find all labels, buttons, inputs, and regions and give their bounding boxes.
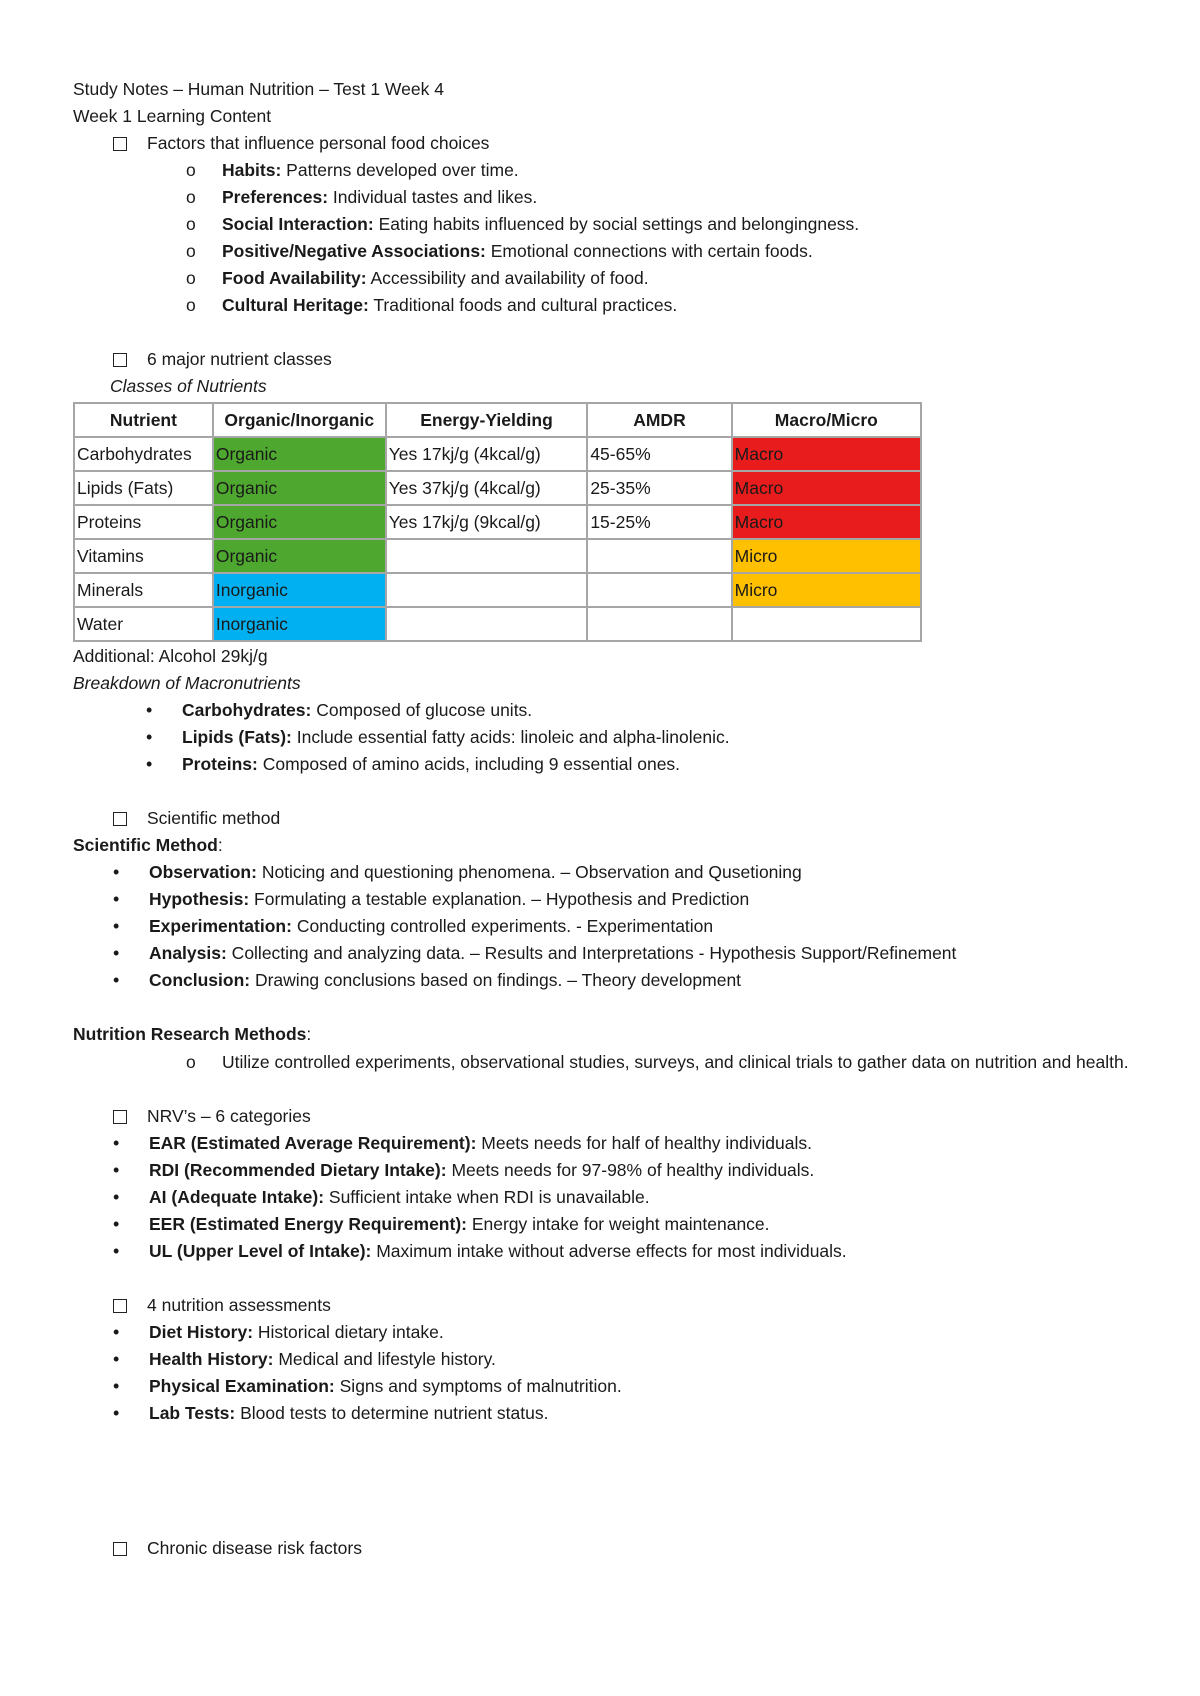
bullet-icon: • xyxy=(113,916,120,936)
column-header: AMDR xyxy=(587,403,731,437)
scientific-list xyxy=(73,859,1133,994)
nutrient-cell: Proteins xyxy=(74,505,213,539)
list-item: • Carbohydrates: Composed of glucose units. xyxy=(73,697,1133,724)
list-item: • Health History: Medical and lifestyle history. xyxy=(73,1346,1133,1373)
nutrient-cell: Vitamins xyxy=(74,539,213,573)
list-item: o Positive/Negative Associations: Emotional connections with certain foods. xyxy=(73,238,1133,265)
bullet-icon: • xyxy=(146,727,153,747)
bullet-icon: • xyxy=(113,862,120,882)
amdr-cell: 15-25% xyxy=(587,505,731,539)
size-cell: Macro xyxy=(732,437,921,471)
amdr-cell xyxy=(587,539,731,573)
research-item: o Utilize controlled experiments, observational studies, surveys, and clinical trials to gather data on nutrition and health. xyxy=(73,1048,1133,1076)
list-item: • Diet History: Historical dietary intake. xyxy=(73,1319,1133,1346)
nutrients-heading: 6 major nutrient classes xyxy=(73,346,1133,373)
list-item: • Lab Tests: Blood tests to determine nutrient status. xyxy=(73,1400,1133,1427)
table-row xyxy=(74,437,921,471)
amdr-cell: 25-35% xyxy=(587,471,731,505)
type-cell: Organic xyxy=(213,539,386,573)
bullet-icon: • xyxy=(113,1133,120,1153)
type-cell: Organic xyxy=(213,437,386,471)
checkbox-icon xyxy=(113,1299,127,1313)
column-header: Macro/Micro xyxy=(732,403,921,437)
type-cell: Organic xyxy=(213,505,386,539)
document-page xyxy=(73,76,1133,1562)
list-item: • Physical Examination: Signs and symptoms of malnutrition. xyxy=(73,1373,1133,1400)
checkbox-icon xyxy=(113,1110,127,1124)
checkbox-icon xyxy=(113,1542,127,1556)
bullet-icon: • xyxy=(113,1403,120,1423)
size-cell: Macro xyxy=(732,471,921,505)
table-caption: Classes of Nutrients xyxy=(110,376,267,396)
bullet-icon: • xyxy=(113,1160,120,1180)
column-header: Energy-Yielding xyxy=(386,403,588,437)
table-row xyxy=(74,471,921,505)
bullet-icon: • xyxy=(113,889,120,909)
bullet-icon: • xyxy=(113,943,120,963)
circle-bullet-icon: o xyxy=(186,295,196,315)
list-item: • Experimentation: Conducting controlled experiments. - Experimentation xyxy=(73,913,1133,940)
table-row xyxy=(74,607,921,641)
list-item: o Cultural Heritage: Traditional foods and cultural practices. xyxy=(73,292,1133,319)
list-item: • EER (Estimated Energy Requirement): Energy intake for weight maintenance. xyxy=(73,1211,1133,1238)
list-item: • UL (Upper Level of Intake): Maximum intake without adverse effects for most individuals. xyxy=(73,1238,1133,1265)
table-row xyxy=(74,505,921,539)
circle-bullet-icon: o xyxy=(186,241,196,261)
chronic-heading: Chronic disease risk factors xyxy=(73,1535,1133,1562)
bullet-icon: • xyxy=(113,1187,120,1207)
list-item: • Analysis: Collecting and analyzing data. – Results and Interpretations - Hypothesis Support/Refinement xyxy=(73,940,1133,967)
amdr-cell: 45-65% xyxy=(587,437,731,471)
list-item: • Conclusion: Drawing conclusions based on findings. – Theory development xyxy=(73,967,1133,994)
document-subtitle: Week 1 Learning Content xyxy=(73,106,272,126)
list-item: o Preferences: Individual tastes and likes. xyxy=(73,184,1133,211)
size-cell: Macro xyxy=(732,505,921,539)
breakdown-list xyxy=(73,697,1133,778)
factors-list xyxy=(73,157,1133,319)
circle-bullet-icon: o xyxy=(186,187,196,207)
nutrient-cell: Minerals xyxy=(74,573,213,607)
bullet-icon: • xyxy=(113,1349,120,1369)
circle-bullet-icon: o xyxy=(186,214,196,234)
additional-note: Additional: Alcohol 29kj/g xyxy=(73,646,268,666)
nutrient-cell: Water xyxy=(74,607,213,641)
table-row xyxy=(74,539,921,573)
scientific-heading: Scientific method xyxy=(73,805,1133,832)
energy-cell: Yes 17kj/g (4kcal/g) xyxy=(386,437,588,471)
nutrient-cell: Lipids (Fats) xyxy=(74,471,213,505)
size-cell xyxy=(732,607,921,641)
type-cell: Inorganic xyxy=(213,573,386,607)
scientific-title: Scientific Method: xyxy=(73,835,223,855)
circle-bullet-icon: o xyxy=(186,160,196,180)
assessments-list xyxy=(73,1319,1133,1427)
nrv-heading: NRV’s – 6 categories xyxy=(73,1103,1133,1130)
bullet-icon: • xyxy=(113,1241,120,1261)
bullet-icon: • xyxy=(113,1322,120,1342)
bullet-icon: • xyxy=(146,754,153,774)
circle-bullet-icon: o xyxy=(186,268,196,288)
circle-bullet-icon: o xyxy=(186,1052,196,1072)
list-item: • Hypothesis: Formulating a testable explanation. – Hypothesis and Prediction xyxy=(73,886,1133,913)
checkbox-icon xyxy=(113,812,127,826)
bullet-icon: • xyxy=(113,1214,120,1234)
checkbox-icon xyxy=(113,137,127,151)
list-item: • Proteins: Composed of amino acids, including 9 essential ones. xyxy=(73,751,1133,778)
energy-cell: Yes 17kj/g (9kcal/g) xyxy=(386,505,588,539)
factors-heading xyxy=(73,130,1133,157)
list-item: o Social Interaction: Eating habits influenced by social settings and belongingness. xyxy=(73,211,1133,238)
assessments-heading: 4 nutrition assessments xyxy=(73,1292,1133,1319)
energy-cell xyxy=(386,607,588,641)
research-title: Nutrition Research Methods: xyxy=(73,1024,312,1044)
nutrients-table xyxy=(73,402,922,642)
size-cell: Micro xyxy=(732,539,921,573)
nrv-list xyxy=(73,1130,1133,1265)
column-header: Nutrient xyxy=(74,403,213,437)
document-title: Study Notes – Human Nutrition – Test 1 Week 4 xyxy=(73,79,444,99)
amdr-cell xyxy=(587,573,731,607)
energy-cell: Yes 37kj/g (4kcal/g) xyxy=(386,471,588,505)
bullet-icon: • xyxy=(113,970,120,990)
energy-cell xyxy=(386,539,588,573)
size-cell: Micro xyxy=(732,573,921,607)
bullet-icon: • xyxy=(146,700,153,720)
list-item: o Food Availability: Accessibility and availability of food. xyxy=(73,265,1133,292)
table-header-row xyxy=(74,403,921,437)
breakdown-caption: Breakdown of Macronutrients xyxy=(73,673,301,693)
table-row xyxy=(74,573,921,607)
type-cell: Organic xyxy=(213,471,386,505)
list-item: • Lipids (Fats): Include essential fatty acids: linoleic and alpha-linolenic. xyxy=(73,724,1133,751)
energy-cell xyxy=(386,573,588,607)
column-header: Organic/Inorganic xyxy=(213,403,386,437)
type-cell: Inorganic xyxy=(213,607,386,641)
amdr-cell xyxy=(587,607,731,641)
list-item: • EAR (Estimated Average Requirement): Meets needs for half of healthy individuals. xyxy=(73,1130,1133,1157)
checkbox-icon xyxy=(113,353,127,367)
list-item: • RDI (Recommended Dietary Intake): Meets needs for 97-98% of healthy individuals. xyxy=(73,1157,1133,1184)
list-item: • Observation: Noticing and questioning phenomena. – Observation and Qusetioning xyxy=(73,859,1133,886)
list-item: • AI (Adequate Intake): Sufficient intake when RDI is unavailable. xyxy=(73,1184,1133,1211)
bullet-icon: • xyxy=(113,1376,120,1396)
factors-heading-text: Factors that influence personal food choices xyxy=(147,133,490,153)
nutrient-cell: Carbohydrates xyxy=(74,437,213,471)
list-item: o Habits: Patterns developed over time. xyxy=(73,157,1133,184)
